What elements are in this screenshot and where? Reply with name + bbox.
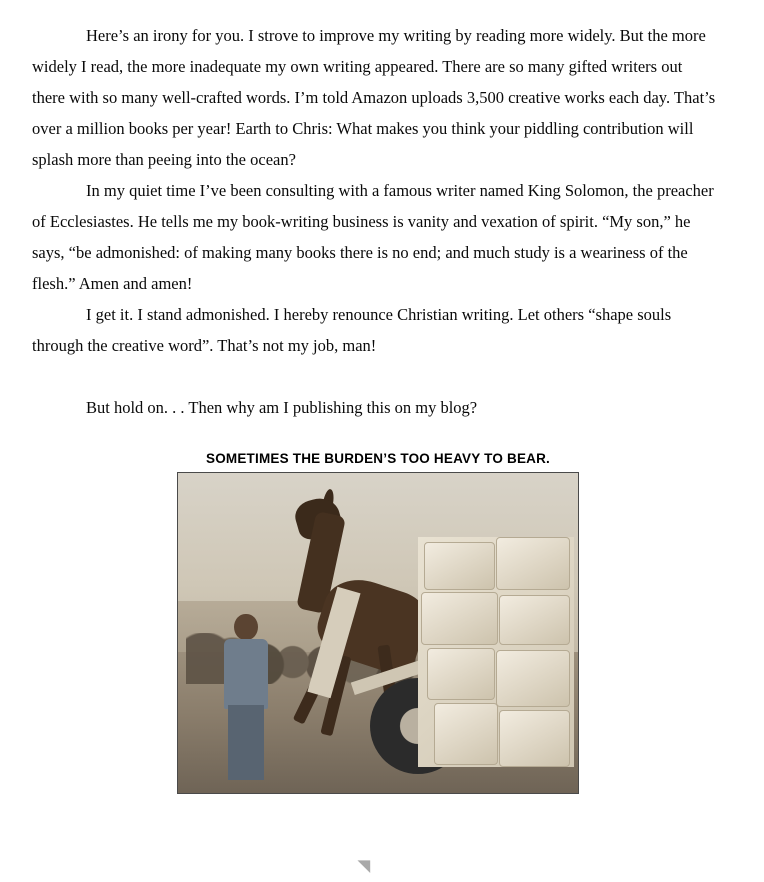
paragraph-3: I get it. I stand admonished. I hereby renounce Christian writing. Let others “shape souls through the creative word”. That’s not my job, man!: [32, 305, 672, 355]
photo-load-sack: [424, 542, 495, 590]
figure-caption: SOMETIMES THE BURDEN’S TOO HEAVY TO BEAR.: [206, 451, 550, 466]
figure-image: [177, 472, 579, 794]
figure-block: [32, 451, 716, 794]
photo-load-sack: [499, 710, 570, 767]
photo-man: [214, 614, 278, 780]
photo-load-sack: [496, 537, 570, 590]
photo-man-torso: [224, 639, 268, 709]
photo-cart-load: [418, 537, 574, 767]
photo-load-sack: [496, 650, 570, 707]
paragraph-mark-icon: [357, 854, 376, 873]
paragraph-1: Here’s an irony for you. I strove to improve my writing by reading more widely. But the more widely I read, the more inadequate my own writing appeared. There are so many gifted writers out there with so many well-crafted words. I’m told Amazon uploads 3,500 creative works each day. That’s over a million books per year! Earth to Chris: What makes you think your piddling contribution will splash more than peeing into the ocean?: [32, 26, 716, 169]
photo-man-legs: [228, 705, 264, 780]
paragraph-spacer: [32, 361, 716, 392]
document-body: [32, 20, 716, 423]
paragraph-4: But hold on. . . Then why am I publishing this on my blog?: [86, 398, 478, 417]
paragraph-2: In my quiet time I’ve been consulting with a famous writer named King Solomon, the preacher of Ecclesiastes. He tells me my book-writing business is vanity and vexation of spirit. “My son,” he says, “be admonished: of making many books there is no end; and much study is a weariness of the flesh.” Amen and amen!: [32, 181, 714, 293]
photo-load-sack: [427, 648, 495, 701]
photo-man-head: [234, 614, 257, 641]
photo-load-sack: [434, 703, 498, 765]
photo-load-sack: [499, 595, 570, 645]
photo-load-sack: [421, 592, 498, 645]
